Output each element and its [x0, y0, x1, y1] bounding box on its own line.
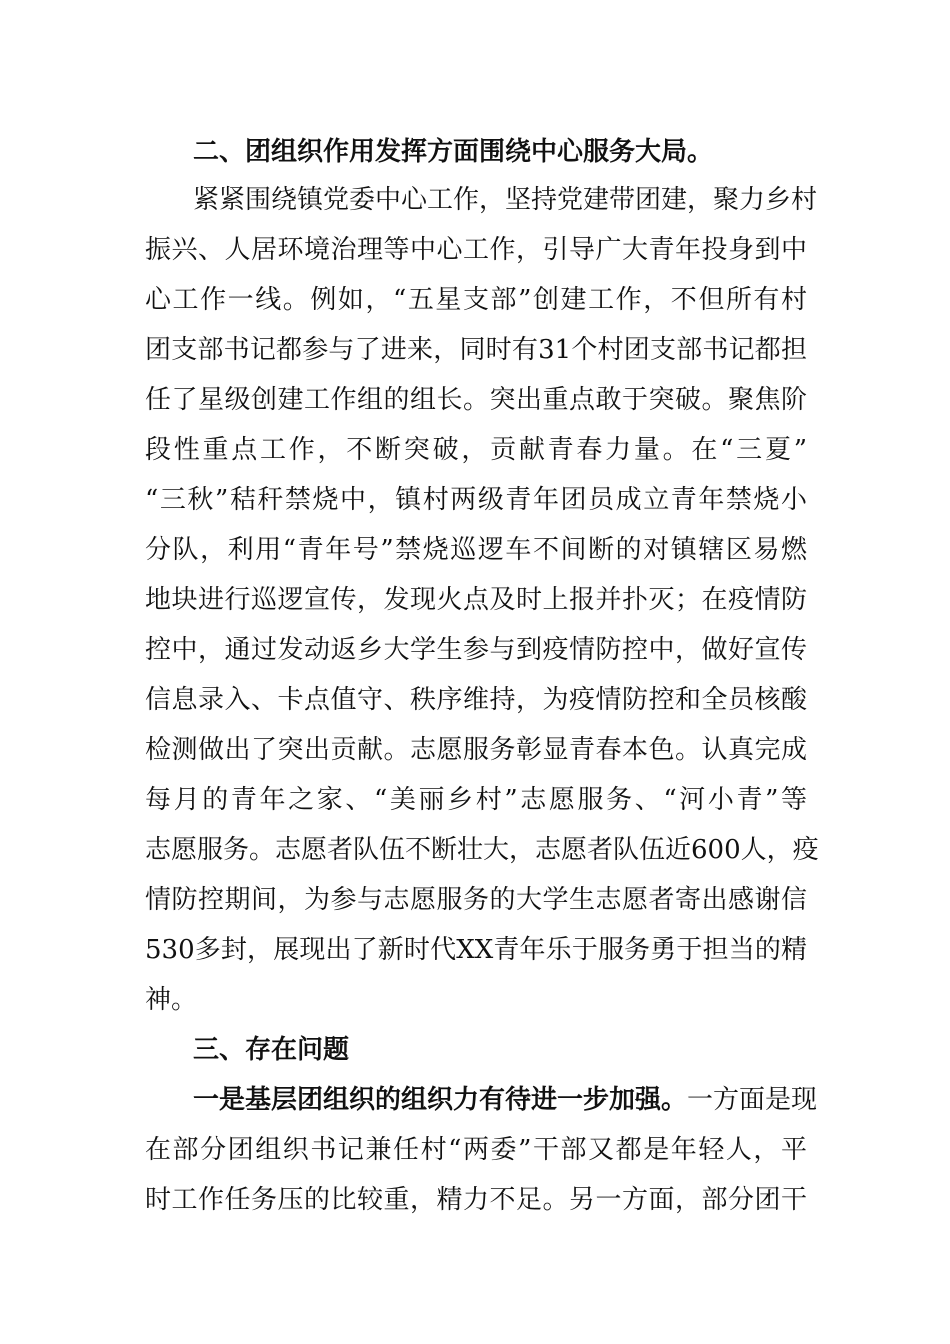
paragraph-line: 志愿服务。志愿者队伍不断壮大，志愿者队伍近600人，疫	[145, 835, 819, 865]
paragraph-line: 振兴、人居环境治理等中心工作，引导广大青年投身到中	[145, 235, 807, 265]
paragraph-line: 530多封，展现出了新时代XX青年乐于服务勇于担当的精	[145, 935, 807, 965]
paragraph-line: 在部分团组织书记兼任村“两委”干部又都是年轻人，平	[145, 1135, 807, 1165]
paragraph-line	[193, 1080, 818, 1120]
paragraph-line: 团支部书记都参与了进来，同时有31个村团支部书记都担	[145, 335, 807, 365]
paragraph-line: 每月的青年之家、“美丽乡村”志愿服务、“河小青”等	[145, 785, 807, 815]
paragraph-line: 紧紧围绕镇党委中心工作，坚持党建带团建，聚力乡村	[193, 185, 818, 215]
paragraph-line: 段性重点工作，不断突破，贡献青春力量。在“三夏”	[145, 435, 807, 465]
paragraph-line: 地块进行巡逻宣传，发现火点及时上报并扑灭；在疫情防	[145, 585, 807, 615]
paragraph-line: 任了星级创建工作组的组长。突出重点敢于突破。聚焦阶	[145, 385, 807, 415]
paragraph-line: 心工作一线。例如，“五星支部”创建工作，不但所有村	[145, 285, 807, 315]
paragraph-line: 控中，通过发动返乡大学生参与到疫情防控中，做好宣传	[145, 635, 807, 665]
paragraph-line: 时工作任务压的比较重，精力不足。另一方面，部分团干	[145, 1185, 807, 1215]
paragraph-line: “三秋”秸秆禁烧中，镇村两级青年团员成立青年禁烧小	[145, 485, 807, 515]
paragraph-line: 分队，利用“青年号”禁烧巡逻车不间断的对镇辖区易燃	[145, 535, 807, 565]
bold-lead: 一是基层团组织的组织力有待进一步加强。	[193, 1085, 688, 1115]
section-heading: 二、团组织作用发挥方面围绕中心服务大局。	[193, 137, 714, 167]
section-heading: 三、存在问题	[193, 1035, 350, 1065]
paragraph-line: 神。	[145, 985, 198, 1015]
paragraph-line: 信息录入、卡点值守、秩序维持，为疫情防控和全员核酸	[145, 685, 807, 715]
paragraph-text: 一方面是现	[687, 1085, 818, 1115]
paragraph-line: 检测做出了突出贡献。志愿服务彰显青春本色。认真完成	[145, 735, 807, 765]
paragraph-line: 情防控期间，为参与志愿服务的大学生志愿者寄出感谢信	[145, 885, 807, 915]
